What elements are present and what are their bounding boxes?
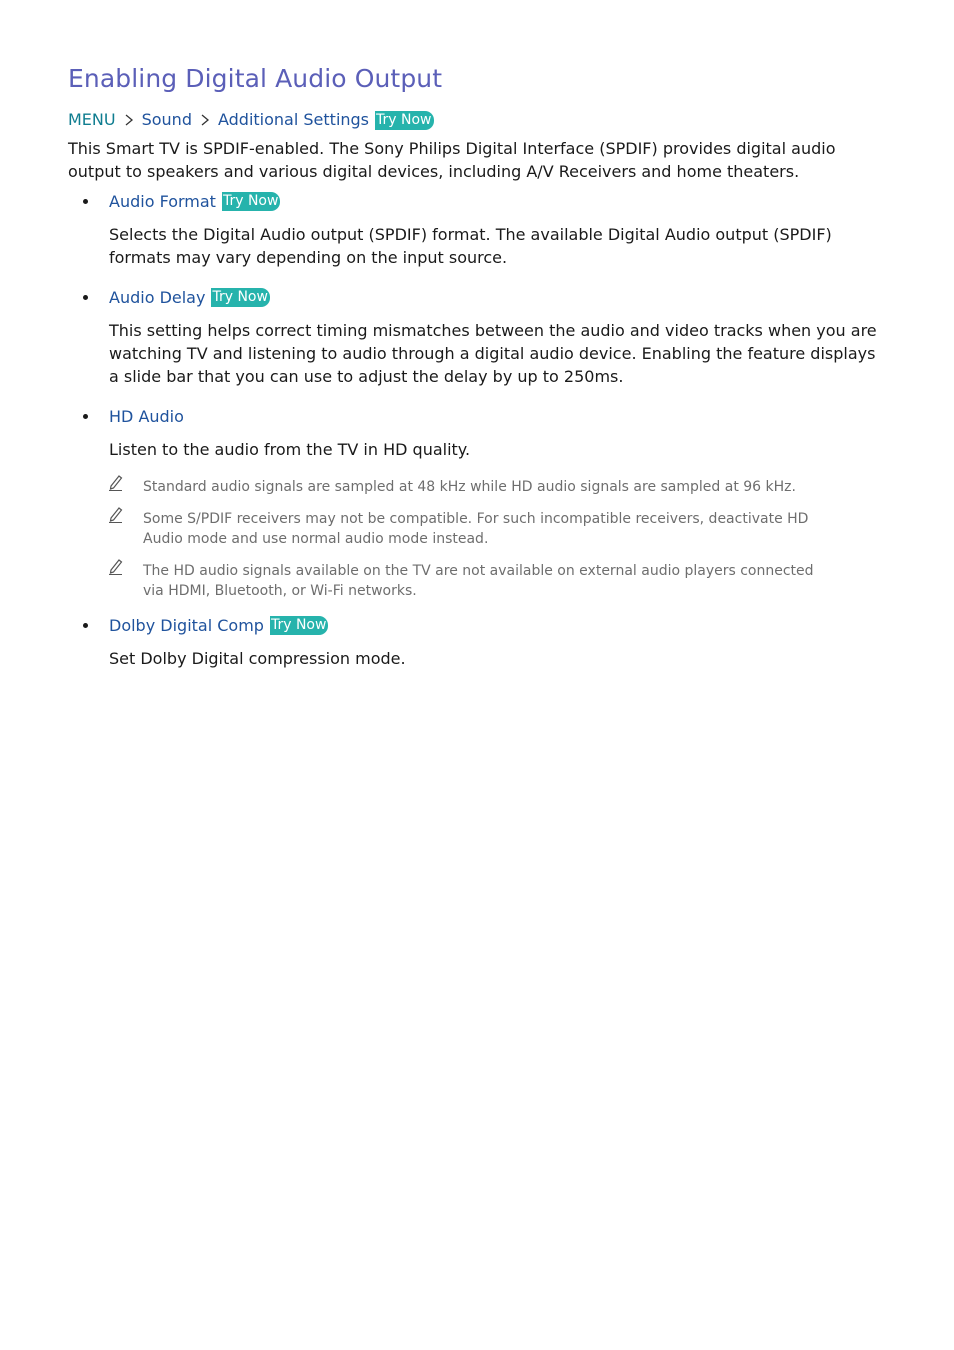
breadcrumb-sound[interactable]: Sound — [141, 110, 192, 129]
note-item — [68, 561, 823, 601]
list-item-dolby-digital-comp — [68, 613, 888, 637]
bullet-dot — [83, 199, 88, 204]
bullet-dot — [83, 414, 88, 419]
intro-paragraph: This Smart TV is SPDIF-enabled. The Sony Philips Digital Interface (SPDIF) provides digital audio output to speakers and various digital devices, including A/V Receivers and home theaters. — [68, 139, 836, 181]
dolby-digital-comp-description: Set Dolby Digital compression mode. — [109, 649, 406, 668]
breadcrumb — [68, 109, 888, 131]
try-now-button[interactable]: Try Now — [270, 616, 327, 633]
try-now-button[interactable]: Try Now — [222, 192, 279, 209]
dolby-digital-comp-link[interactable]: Dolby Digital Comp — [109, 615, 264, 635]
pencil-icon — [108, 505, 124, 523]
note-item — [68, 477, 823, 497]
bullet-dot — [83, 623, 88, 628]
note-text: Standard audio signals are sampled at 48 kHz while HD audio signals are sampled at 96 kHz. — [143, 479, 796, 495]
bullet-dot — [83, 295, 88, 300]
hd-audio-link[interactable]: HD Audio — [109, 406, 184, 426]
pencil-icon — [108, 473, 124, 491]
audio-format-link[interactable]: Audio Format — [109, 191, 216, 211]
note-text: The HD audio signals available on the TV are not available on external audio players connected via HDMI, Bluetooth, or Wi-Fi networks. — [143, 563, 814, 599]
chevron-right-icon — [198, 113, 212, 127]
breadcrumb-menu[interactable]: MENU — [68, 110, 116, 129]
manual-page — [68, 62, 888, 670]
breadcrumb-additional-settings[interactable]: Additional Settings — [217, 110, 370, 129]
note-item — [68, 509, 823, 549]
try-now-button[interactable]: Try Now — [376, 111, 432, 128]
pencil-icon — [108, 557, 124, 575]
chevron-right-icon — [122, 113, 136, 127]
try-now-button[interactable]: Try Now — [212, 288, 268, 305]
note-text: Some S/PDIF receivers may not be compatible. For such incompatible receivers, deactivate HD Audio mode and use normal audio mode instead. — [143, 511, 809, 547]
list-item-audio-format — [68, 189, 888, 213]
audio-delay-link[interactable]: Audio Delay — [109, 287, 206, 307]
list-item-audio-delay — [68, 285, 888, 309]
audio-delay-description: This setting helps correct timing mismatches between the audio and video tracks when you are watching TV and listening to audio through a digital audio device. Enabling the feature displays a slide bar that you can use to adjust the delay by up to 250ms. — [109, 321, 877, 386]
audio-format-description: Selects the Digital Audio output (SPDIF) format. The available Digital Audio output (SPDIF) formats may vary depending on the input source. — [109, 225, 832, 267]
page-title: Enabling Digital Audio Output — [68, 64, 443, 93]
list-item-hd-audio — [68, 404, 888, 428]
hd-audio-description: Listen to the audio from the TV in HD quality. — [109, 440, 471, 459]
